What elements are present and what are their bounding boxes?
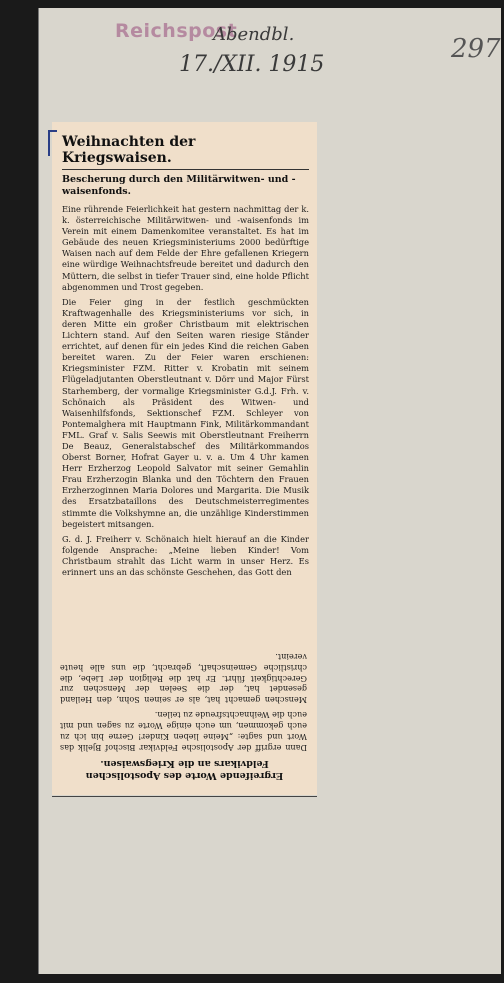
clipping-bottom-rule [52, 796, 317, 797]
inverted-article-title: Ergreifende Worte des Apostolischen Feldvikars an die Kriegswaisen. [85, 758, 284, 781]
inverted-article-paragraph: Menschen gemacht hat, als er seinen Sohn, den Heiland gesendet hat, der die Seelen der Menschen zur Gerechtigkeit führt. Er hat die Religion der Liebe, die christliche Gemeinschaft, gebracht, die uns alle heute vereint. [60, 651, 307, 706]
article-paragraph: G. d. J. Freiherr v. Schönaich hielt hierauf an die Kinder folgende Ansprache: „Meine lieben Kinder! Vom Christbaum strahlt das Licht warm in unser Herz. Es erinnert uns an das schönste Geschehen, das Gott den [62, 533, 309, 577]
handwritten-edition: Abendbl. [213, 24, 295, 45]
inverted-article [52, 574, 317, 789]
blue-pencil-mark [48, 130, 57, 156]
article-paragraph: Eine rührende Feierlichkeit hat gestern nachmittag der k. k. österreichische Militärwitwen- und -waisenfonds im Verein mit einem Damenkomitee veranstaltet. Es hat im Gebäude des neuen Kriegsministeriums 2000 bedürftige Waisen nach auf dem Felde der Ehre gefallenen Kriegern eine würdige Weihnachtsfreude bereitet und dadurch den Müttern, die selbst in tiefer Trauer sind, eine holde Pflicht abgenommen und Trost gegeben. [62, 204, 309, 292]
article-title: Weihnachten der Kriegswaisen. [62, 134, 309, 170]
article-subtitle: Bescherung durch den Militärwitwen- und -waisenfonds. [62, 174, 296, 197]
article-paragraph: Die Feier ging in der festlich geschmückten Kraftwagenhalle des Kriegsministeriums vor sich, in deren Mitte ein großer Christbaum mit elektrischen Lichtern stand. Auf den Seiten waren riesige Ständer errichtet, auf denen für ein jedes Kind die reichen Gaben bereitet waren. Zu der Feier waren erschienen: Kriegsminister FZM. Ritter v. Krobatin mit seinem Flügeladjutanten Oberstleutnant v. Dörr und Major Fürst Starhemberg, der vormalige Kriegsminister G.d.J. Frh. v. Schönaich als Präsident des Witwen- und Waisenhilfsfonds, Sektionschef FZM. Schleyer von Pontemalghera mit Hauptmann Fink, Militärkommandant FML. Graf v. Salis Seewis mit Oberstleutnant Freiherrn De Beauz, Generalstabschef des Militärkommandos Oberst Borner, Hofrat Gayer u. v. a. Um 4 Uhr kamen Herr Erzherzog Leopold Salvator mit seiner Gemahlin Frau Erzherzogin Blanka und den Töchtern den Frauen Erzherzoginnen Maria Dolores und Margarita. Die Musik des Ersatzbataillons des Deutschmeisterregimentes stimmte die Volkshymne an, die unzählige Kinderstimmen begeistert mitsangen. [62, 296, 309, 529]
inverted-article-paragraph: Dann ergriff der Apostolische Feldvikar Bischof Bjelik das Wort und sagte: „Meine lieben Kinder! Gerne bin ich zu euch gekommen, um euch einige Worte zu sagen und mit euch die Weihnachtsfreude zu teilen. [60, 710, 307, 753]
handwritten-date: 17./XII. 1915 [179, 52, 325, 77]
newspaper-stamp: Reichspost [115, 20, 238, 42]
handwritten-archive-number: 297 [451, 34, 501, 64]
newspaper-clipping [52, 122, 317, 795]
